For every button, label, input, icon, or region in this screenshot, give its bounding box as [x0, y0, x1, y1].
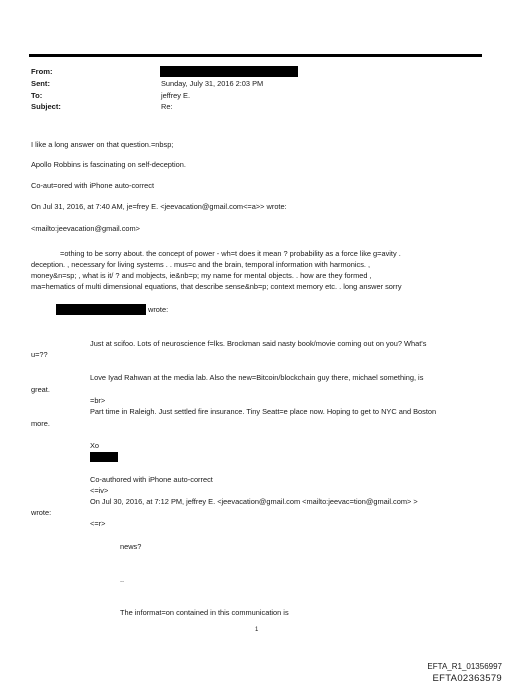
div-tag: <=iv> [90, 486, 109, 495]
sign-off: Xo [90, 441, 100, 450]
quote-3-line-1: Part time in Raleigh. Just settled fire insurance. Tiny Seatt=e place now. Hoping to get to NYC and Boston [90, 407, 437, 416]
body-line-3: Co-aut=ored with iPhone auto-correct [31, 181, 155, 190]
from-label: From: [31, 67, 53, 76]
on-jul-30-line: On Jul 30, 2016, at 7:12 PM, jeffrey E. <jeevacation@gmail.com <mailto:jeevac=tion@gmail.com> > [90, 497, 418, 506]
to-label: To: [31, 91, 43, 100]
quote-2-line-2: great. [31, 385, 50, 394]
footer-id-1: EFTA_R1_01356997 [427, 662, 502, 671]
para-line-4: ma=hematics of multi dimensional equations, that describe sense&nb=p; context memory etc. . long answer sorry [31, 282, 402, 291]
redacted-sender-1 [56, 304, 146, 315]
quote-3-line-2: more. [31, 419, 50, 428]
page-number: 1 [255, 627, 259, 633]
wrote-label-2: wrote: [31, 508, 52, 517]
to-value: jeffrey E. [161, 91, 191, 100]
coauthored-line: Co-authored with iPhone auto-correct [90, 475, 213, 484]
para-line-1: =othing to be sorry about. the concept of power - wh=t does it mean ? probability as a force like g=avity . [60, 249, 401, 258]
wrote-label-1: wrote: [148, 305, 169, 314]
informat-line: The informat=on contained in this communication is [120, 608, 289, 617]
body-line-1: I like a long answer on that question.=nbsp; [31, 140, 174, 149]
r-tag: <=r> [90, 519, 106, 528]
body-line-4: On Jul 31, 2016, at 7:40 AM, je=frey E. <jeevacation@gmail.com<=a>> wrote: [31, 202, 287, 211]
redacted-signature [90, 452, 118, 462]
news-line: news? [120, 542, 142, 551]
redacted-from [160, 66, 298, 77]
body-line-2: Apollo Robbins is fascinating on self-deception. [31, 160, 186, 169]
quote-3-tag: =br> [90, 396, 106, 405]
subject-value: Re: [161, 102, 173, 111]
ellipsis-line: .. [120, 575, 125, 584]
sent-value: Sunday, July 31, 2016 2:03 PM [161, 79, 264, 88]
quote-2-line-1: Love Iyad Rahwan at the media lab. Also the new=Bitcoin/blockchain guy there, michael something, is [90, 373, 424, 382]
para-line-2: deception. , necessary for living systems . . mus=c and the brain, temporal information with harmonics. , [31, 260, 371, 269]
quote-1-line-1: Just at scifoo. Lots of neuroscience f=lks. Brockman said nasty book/movie coming out on you? What's [90, 339, 427, 348]
subject-label: Subject: [31, 102, 61, 111]
quote-1-line-2: u=?? [31, 350, 48, 359]
para-line-3: money&n=sp; , what is it/ ? and mobjects, ie&nb=p; my name for mental objects. . how are they formed , [31, 271, 372, 280]
body-line-5: <mailto:jeevacation@gmail.com> [31, 224, 140, 233]
sent-label: Sent: [31, 79, 50, 88]
footer-id-2: EFTA02363579 [432, 673, 502, 684]
header-rule [29, 54, 482, 57]
